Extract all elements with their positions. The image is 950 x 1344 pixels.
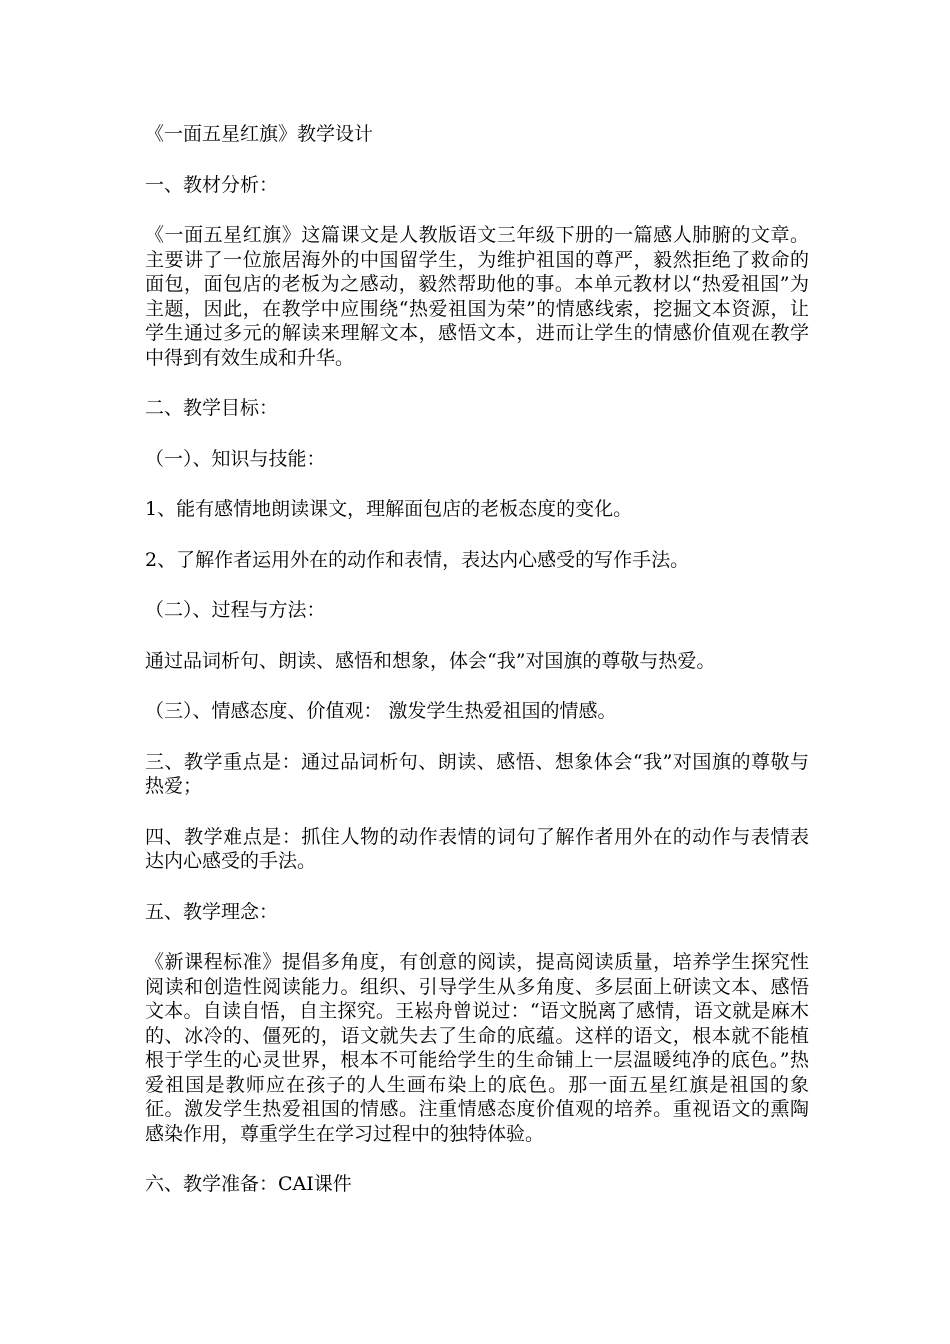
document-body	[145, 122, 809, 1223]
goal-item-2: 2、了解作者运用外在的动作和表情，表达内心感受的写作手法。	[145, 548, 690, 571]
subheading-emotion-values: （三）、情感态度、价值观： 激发学生热爱祖国的情感。	[145, 700, 617, 722]
section-teaching-difficulty: 四、教学难点是：抓住人物的动作表情的词句了解作者用外在的动作与表情表达内心感受的手法。	[145, 825, 809, 872]
section-teaching-preparation: 六、教学准备：CAI课件	[145, 1173, 352, 1195]
subheading-knowledge-skills: （一）、知识与技能：	[145, 447, 326, 470]
section-body-material-analysis: 《一面五星红旗》这篇课文是人教版语文三年级下册的一篇感人肺腑的文章。主要讲了一位旅居海外的中国留学生，为维护祖国的尊严，毅然拒绝了救命的面包，面包店的老板为之感动，毅然帮助他的事。本单元教材以“热爱祖国”为主题，因此，在教学中应围绕“热爱祖国为荣”的情感线索，挖掘文本资源，让学生通过多元的解读来理解文本，感悟文本，进而让学生的情感价值观在教学中得到有效生成和升华。	[145, 224, 809, 369]
section-body-teaching-philosophy: 《新课程标准》提倡多角度，有创意的阅读，提高阅读质量，培养学生探究性阅读和创造性阅读能力。组织、引导学生从多角度、多层面上研读文本、感悟文本。自读自悟，自主探究。王崧舟曾说过：“语文脱离了感情，语文就是麻木的、冰冷的、僵死的，语文就失去了生命的底蕴。这样的语文，根本就不能植根于学生的心灵世界，根本不可能给学生的生命铺上一层温暖纯净的底色。”热爱祖国是教师应在孩子的人生画布染上的底色。那一面五星红旗是祖国的象征。激发学生热爱祖国的情感。注重情感态度价值观的培养。重视语文的熏陶感染作用，尊重学生在学习过程中的独特体验。	[145, 951, 809, 1145]
section-heading-teaching-philosophy: 五、教学理念：	[145, 900, 279, 923]
document-title: 《一面五星红旗》教学设计	[145, 123, 374, 145]
section-heading-teaching-goals: 二、教学目标：	[145, 397, 279, 419]
goal-item-1: 1、能有感情地朗读课文，理解面包店的老板态度的变化。	[145, 498, 633, 520]
subheading-process-method: （二）、过程与方法：	[145, 599, 326, 621]
section-heading-material-analysis: 一、教材分析：	[145, 173, 279, 196]
section-teaching-focus: 三、教学重点是：通过品词析句、朗读、感悟、想象体会“我”对国旗的尊敬与热爱；	[145, 750, 809, 797]
process-method-body: 通过品词析句、朗读、感悟和想象，体会“我”对国旗的尊敬与热爱。	[145, 649, 716, 672]
